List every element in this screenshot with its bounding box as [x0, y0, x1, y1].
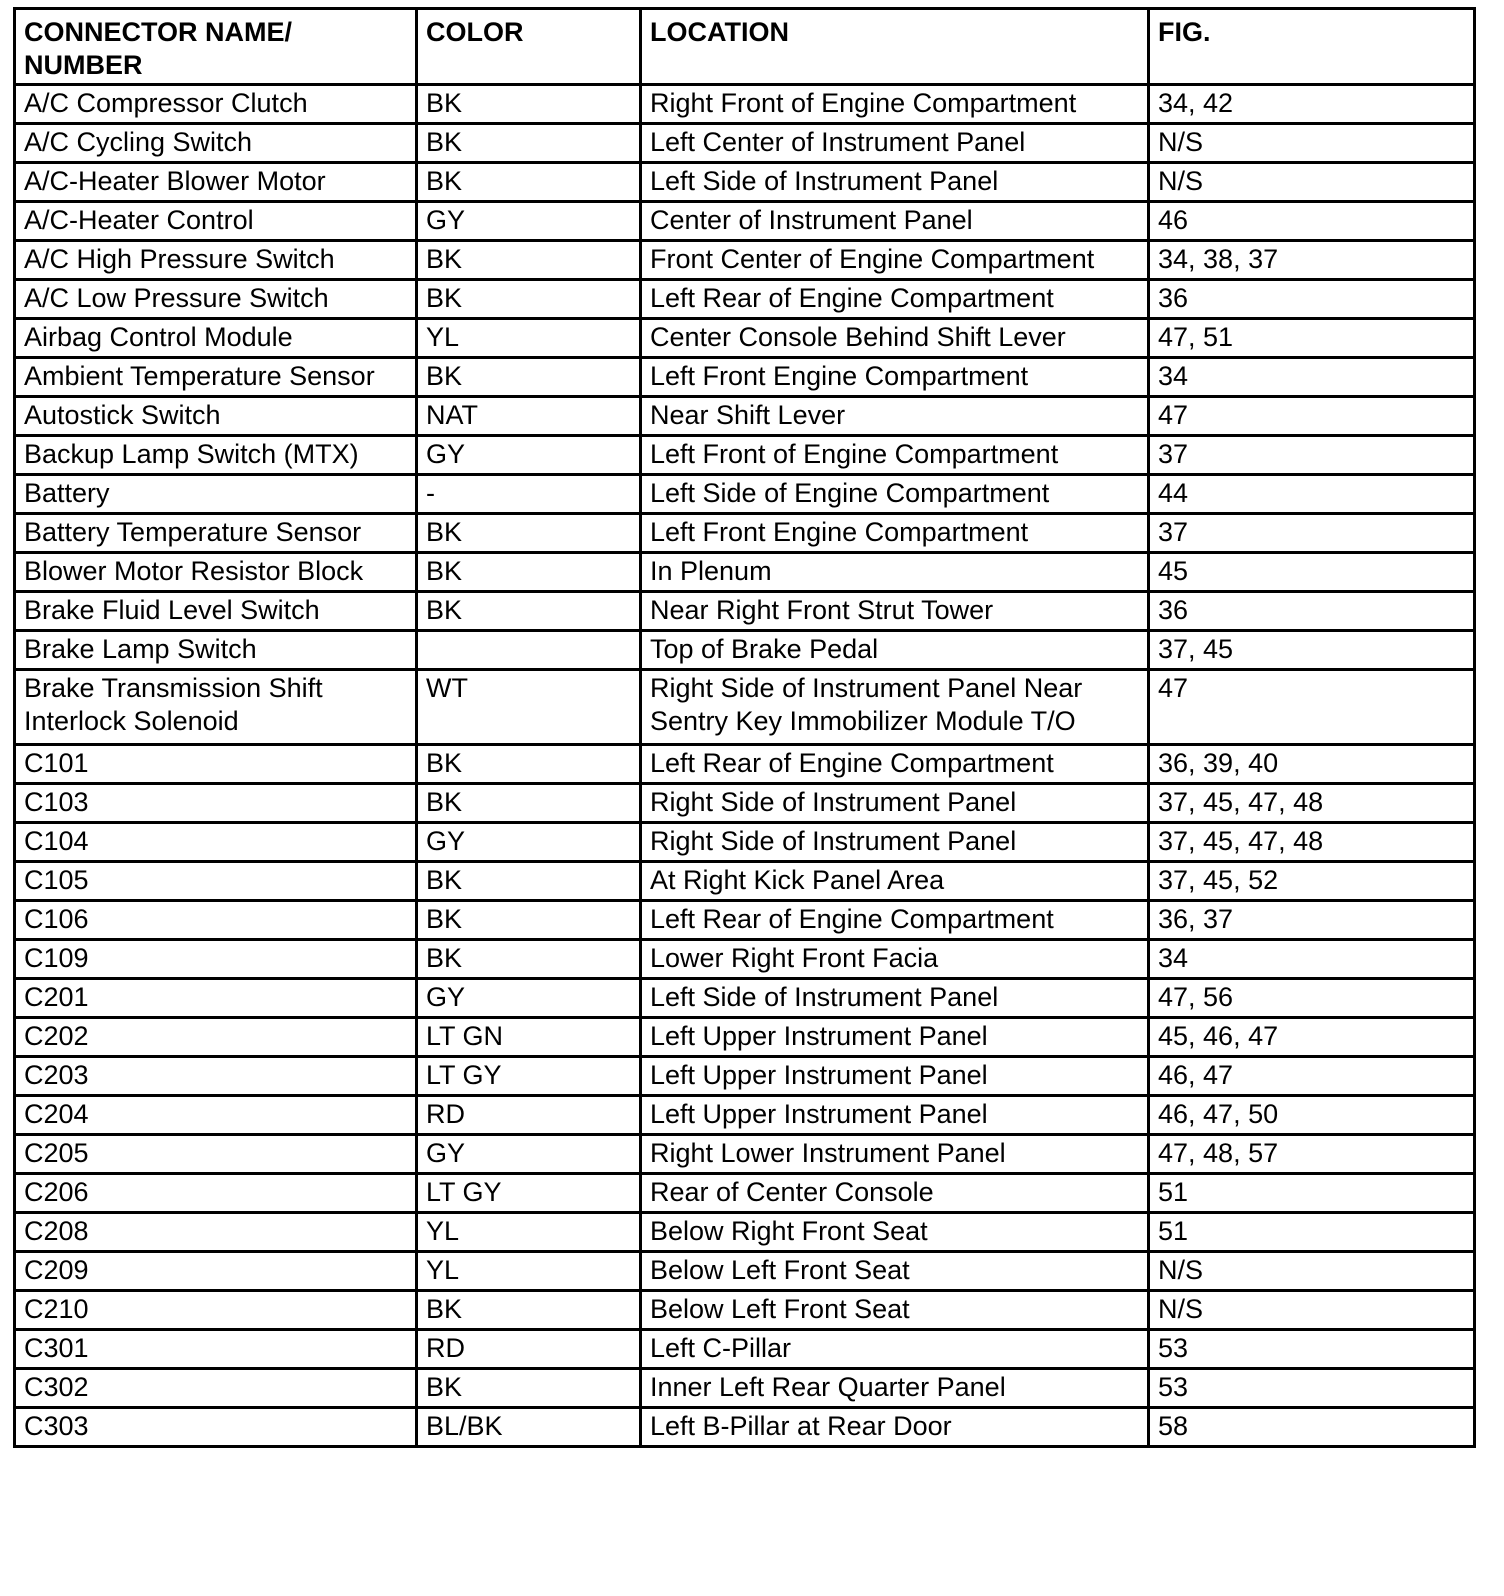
cell-connector-name: C106 [15, 901, 417, 940]
cell-fig: 36, 37 [1149, 901, 1475, 940]
table-row [15, 1291, 1475, 1330]
table-row [15, 670, 1475, 745]
table-row [15, 979, 1475, 1018]
table-row [15, 901, 1475, 940]
cell-location: Left B-Pillar at Rear Door [641, 1408, 1149, 1447]
table-row [15, 1252, 1475, 1291]
table-row [15, 319, 1475, 358]
table-row [15, 514, 1475, 553]
cell-color: GY [417, 202, 641, 241]
cell-connector-name: C104 [15, 823, 417, 862]
cell-connector-name: Airbag Control Module [15, 319, 417, 358]
cell-color: GY [417, 1135, 641, 1174]
header-fig: FIG. [1149, 9, 1475, 85]
header-color: COLOR [417, 9, 641, 85]
cell-color: BK [417, 745, 641, 784]
cell-fig: 46, 47, 50 [1149, 1096, 1475, 1135]
table-body [15, 85, 1475, 1447]
cell-location: Right Side of Instrument Panel Near Sentry Key Immobilizer Module T/O [641, 670, 1149, 745]
cell-connector-name: Blower Motor Resistor Block [15, 553, 417, 592]
table-row [15, 862, 1475, 901]
cell-connector-name: C302 [15, 1369, 417, 1408]
table-row [15, 124, 1475, 163]
cell-connector-name: A/C Compressor Clutch [15, 85, 417, 124]
cell-color: LT GY [417, 1174, 641, 1213]
cell-color: BK [417, 280, 641, 319]
cell-fig: 53 [1149, 1330, 1475, 1369]
cell-color: BK [417, 124, 641, 163]
cell-location: At Right Kick Panel Area [641, 862, 1149, 901]
cell-location: Left Front Engine Compartment [641, 358, 1149, 397]
cell-location: Lower Right Front Facia [641, 940, 1149, 979]
table-row [15, 202, 1475, 241]
cell-location: Near Right Front Strut Tower [641, 592, 1149, 631]
cell-location: Right Front of Engine Compartment [641, 85, 1149, 124]
cell-location: Below Right Front Seat [641, 1213, 1149, 1252]
cell-color: BK [417, 85, 641, 124]
table-row [15, 1174, 1475, 1213]
table-row [15, 631, 1475, 670]
cell-connector-name: Brake Fluid Level Switch [15, 592, 417, 631]
cell-fig: 58 [1149, 1408, 1475, 1447]
cell-color: LT GN [417, 1018, 641, 1057]
cell-location: Left Center of Instrument Panel [641, 124, 1149, 163]
cell-connector-name: C201 [15, 979, 417, 1018]
table-row [15, 241, 1475, 280]
cell-color: LT GY [417, 1057, 641, 1096]
table-header-row [15, 9, 1475, 85]
cell-color: BK [417, 592, 641, 631]
cell-connector-name: C209 [15, 1252, 417, 1291]
cell-color: YL [417, 319, 641, 358]
cell-fig: 36 [1149, 280, 1475, 319]
cell-location: Left Side of Instrument Panel [641, 163, 1149, 202]
cell-location: Inner Left Rear Quarter Panel [641, 1369, 1149, 1408]
table-row [15, 1330, 1475, 1369]
cell-location: Left Rear of Engine Compartment [641, 901, 1149, 940]
cell-fig: 47, 51 [1149, 319, 1475, 358]
cell-fig: 53 [1149, 1369, 1475, 1408]
cell-fig: 37, 45, 47, 48 [1149, 823, 1475, 862]
cell-color: BK [417, 862, 641, 901]
cell-fig: 37 [1149, 514, 1475, 553]
cell-connector-name: C204 [15, 1096, 417, 1135]
cell-connector-name: C202 [15, 1018, 417, 1057]
cell-connector-name: C101 [15, 745, 417, 784]
cell-location: Top of Brake Pedal [641, 631, 1149, 670]
cell-location: Left Rear of Engine Compartment [641, 280, 1149, 319]
cell-color: YL [417, 1213, 641, 1252]
header-location: LOCATION [641, 9, 1149, 85]
table-row [15, 397, 1475, 436]
cell-location: Below Left Front Seat [641, 1252, 1149, 1291]
cell-connector-name: Battery Temperature Sensor [15, 514, 417, 553]
cell-fig: 34 [1149, 358, 1475, 397]
connector-table [13, 7, 1476, 1448]
cell-connector-name: Brake Lamp Switch [15, 631, 417, 670]
cell-fig: 51 [1149, 1213, 1475, 1252]
cell-connector-name: C109 [15, 940, 417, 979]
cell-location: Rear of Center Console [641, 1174, 1149, 1213]
table-row [15, 784, 1475, 823]
cell-connector-name: C203 [15, 1057, 417, 1096]
cell-connector-name: Ambient Temperature Sensor [15, 358, 417, 397]
cell-fig: 34 [1149, 940, 1475, 979]
table-row [15, 436, 1475, 475]
cell-fig: 47 [1149, 670, 1475, 745]
cell-connector-name: Autostick Switch [15, 397, 417, 436]
cell-fig: 37 [1149, 436, 1475, 475]
table-row [15, 475, 1475, 514]
cell-fig: 51 [1149, 1174, 1475, 1213]
cell-connector-name: C208 [15, 1213, 417, 1252]
cell-fig: 37, 45, 47, 48 [1149, 784, 1475, 823]
cell-color: RD [417, 1096, 641, 1135]
cell-connector-name: C301 [15, 1330, 417, 1369]
cell-connector-name: C103 [15, 784, 417, 823]
cell-location: Left Front of Engine Compartment [641, 436, 1149, 475]
table-row [15, 823, 1475, 862]
table-row [15, 1213, 1475, 1252]
cell-connector-name: A/C-Heater Blower Motor [15, 163, 417, 202]
cell-location: Near Shift Lever [641, 397, 1149, 436]
cell-color: NAT [417, 397, 641, 436]
cell-color: BK [417, 1291, 641, 1330]
cell-location: Left Side of Engine Compartment [641, 475, 1149, 514]
table-row [15, 358, 1475, 397]
cell-color: - [417, 475, 641, 514]
header-connector-name: CONNECTOR NAME/ NUMBER [15, 9, 417, 85]
table-row [15, 1057, 1475, 1096]
cell-location: Left Rear of Engine Compartment [641, 745, 1149, 784]
cell-color: GY [417, 979, 641, 1018]
cell-location: Left Front Engine Compartment [641, 514, 1149, 553]
cell-color: GY [417, 436, 641, 475]
cell-connector-name: C210 [15, 1291, 417, 1330]
cell-connector-name: Battery [15, 475, 417, 514]
cell-color: YL [417, 1252, 641, 1291]
cell-color: RD [417, 1330, 641, 1369]
cell-connector-name: C105 [15, 862, 417, 901]
cell-location: Left Upper Instrument Panel [641, 1057, 1149, 1096]
cell-fig: N/S [1149, 124, 1475, 163]
cell-location: Right Side of Instrument Panel [641, 823, 1149, 862]
cell-color: BK [417, 901, 641, 940]
cell-color: BK [417, 514, 641, 553]
cell-color: BK [417, 358, 641, 397]
cell-fig: 47, 48, 57 [1149, 1135, 1475, 1174]
cell-fig: N/S [1149, 1252, 1475, 1291]
cell-fig: 34, 42 [1149, 85, 1475, 124]
cell-connector-name: C303 [15, 1408, 417, 1447]
cell-location: Right Lower Instrument Panel [641, 1135, 1149, 1174]
cell-location: Left Side of Instrument Panel [641, 979, 1149, 1018]
cell-location: Center of Instrument Panel [641, 202, 1149, 241]
cell-location: Front Center of Engine Compartment [641, 241, 1149, 280]
cell-fig: N/S [1149, 1291, 1475, 1330]
table-row [15, 592, 1475, 631]
cell-location: Right Side of Instrument Panel [641, 784, 1149, 823]
cell-fig: N/S [1149, 163, 1475, 202]
cell-color: BK [417, 784, 641, 823]
cell-color: BK [417, 940, 641, 979]
cell-fig: 36 [1149, 592, 1475, 631]
table-row [15, 940, 1475, 979]
cell-color [417, 631, 641, 670]
cell-location: Below Left Front Seat [641, 1291, 1149, 1330]
cell-fig: 47 [1149, 397, 1475, 436]
cell-color: BL/BK [417, 1408, 641, 1447]
cell-fig: 46, 47 [1149, 1057, 1475, 1096]
cell-connector-name: Brake Transmission Shift Interlock Solenoid [15, 670, 417, 745]
cell-connector-name: A/C-Heater Control [15, 202, 417, 241]
cell-fig: 46 [1149, 202, 1475, 241]
cell-connector-name: A/C Cycling Switch [15, 124, 417, 163]
cell-fig: 37, 45 [1149, 631, 1475, 670]
cell-connector-name: Backup Lamp Switch (MTX) [15, 436, 417, 475]
table-row [15, 1408, 1475, 1447]
table-row [15, 1096, 1475, 1135]
table-row [15, 745, 1475, 784]
cell-location: Left Upper Instrument Panel [641, 1096, 1149, 1135]
cell-fig: 44 [1149, 475, 1475, 514]
cell-location: Left C-Pillar [641, 1330, 1149, 1369]
table-row [15, 280, 1475, 319]
cell-connector-name: C205 [15, 1135, 417, 1174]
cell-location: In Plenum [641, 553, 1149, 592]
cell-location: Center Console Behind Shift Lever [641, 319, 1149, 358]
cell-color: BK [417, 1369, 641, 1408]
cell-fig: 45 [1149, 553, 1475, 592]
cell-color: BK [417, 241, 641, 280]
table-row [15, 163, 1475, 202]
cell-connector-name: A/C Low Pressure Switch [15, 280, 417, 319]
cell-color: GY [417, 823, 641, 862]
cell-fig: 47, 56 [1149, 979, 1475, 1018]
cell-color: BK [417, 553, 641, 592]
cell-color: BK [417, 163, 641, 202]
cell-fig: 34, 38, 37 [1149, 241, 1475, 280]
table-row [15, 1018, 1475, 1057]
cell-fig: 45, 46, 47 [1149, 1018, 1475, 1057]
cell-connector-name: C206 [15, 1174, 417, 1213]
table-row [15, 553, 1475, 592]
cell-color: WT [417, 670, 641, 745]
cell-location: Left Upper Instrument Panel [641, 1018, 1149, 1057]
table-row [15, 85, 1475, 124]
cell-fig: 37, 45, 52 [1149, 862, 1475, 901]
table-row [15, 1369, 1475, 1408]
cell-fig: 36, 39, 40 [1149, 745, 1475, 784]
table-row [15, 1135, 1475, 1174]
cell-connector-name: A/C High Pressure Switch [15, 241, 417, 280]
